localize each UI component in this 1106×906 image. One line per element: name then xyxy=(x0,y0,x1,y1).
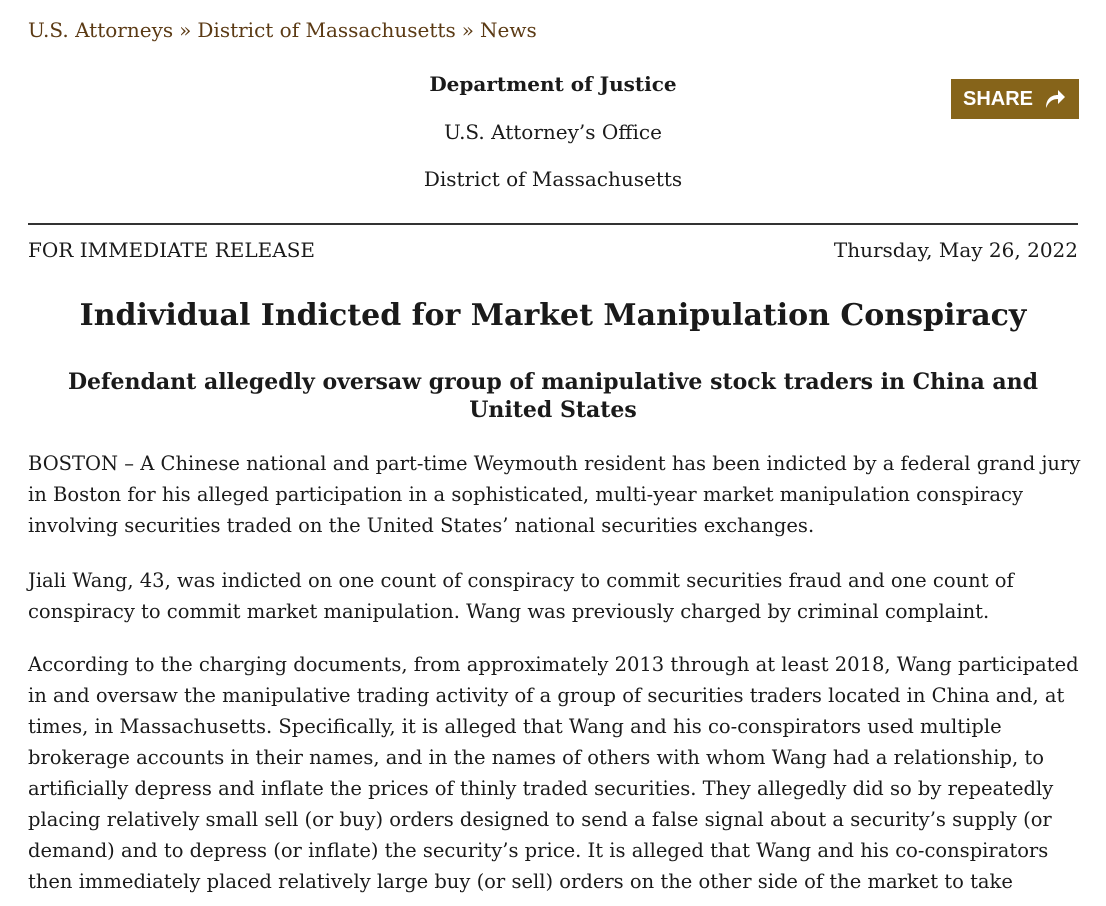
page-subtitle: Defendant allegedly oversaw group of manipulative stock traders in China and United States xyxy=(67,369,1039,423)
district-name: District of Massachusetts xyxy=(423,167,683,191)
breadcrumb-separator: » xyxy=(179,18,192,42)
body-paragraph-2 xyxy=(28,565,1080,627)
paragraph-line: involving securities traded on the United States’ national securities exchanges. xyxy=(28,514,815,537)
paragraph-line: According to the charging documents, from approximately 2013 through at least 2018, Wang participated xyxy=(28,653,1079,676)
paragraph-line: then immediately placed relatively large buy (or sell) orders on the other side of the market to take xyxy=(28,870,1013,893)
body-paragraph-1 xyxy=(28,448,1080,541)
share-button[interactable] xyxy=(951,79,1079,119)
office-name: U.S. Attorney’s Office xyxy=(444,120,662,144)
breadcrumb-separator: » xyxy=(461,18,474,42)
paragraph-line: BOSTON – A Chinese national and part-time Weymouth resident has been indicted by a federal grand jury xyxy=(28,452,1081,475)
body-paragraph-3 xyxy=(28,649,1080,897)
breadcrumb xyxy=(28,18,537,42)
share-button-label: SHARE xyxy=(962,87,1033,110)
department-name: Department of Justice xyxy=(429,72,677,96)
paragraph-line: placing relatively small sell (or buy) orders designed to send a false signal about a security’s supply (or xyxy=(28,808,1052,831)
release-date: Thursday, May 26, 2022 xyxy=(833,238,1078,262)
paragraph-line: artificially depress and inflate the prices of thinly traded securities. They allegedly did so by repeatedly xyxy=(28,777,1054,800)
share-arrow-icon xyxy=(1041,86,1067,112)
release-label: FOR IMMEDIATE RELEASE xyxy=(28,238,316,262)
paragraph-line: demand) and to depress (or inflate) the security’s price. It is alleged that Wang and his co-conspirators xyxy=(28,839,1049,862)
paragraph-line: in and oversaw the manipulative trading activity of a group of securities traders located in China and, at xyxy=(28,684,1065,707)
paragraph-line: conspiracy to commit market manipulation. Wang was previously charged by criminal complaint. xyxy=(28,600,990,623)
breadcrumb-link-us-attorneys[interactable]: U.S. Attorneys xyxy=(28,18,174,42)
paragraph-line: Jiali Wang, 43, was indicted on one count of conspiracy to commit securities fraud and one count of xyxy=(28,569,1014,592)
breadcrumb-link-news[interactable]: News xyxy=(479,18,537,42)
paragraph-line: times, in Massachusetts. Specifically, it is alleged that Wang and his co-conspirators used multiple xyxy=(28,715,1002,738)
release-row xyxy=(28,238,1078,262)
paragraph-line: in Boston for his alleged participation in a sophisticated, multi-year market manipulation conspiracy xyxy=(28,483,1023,506)
breadcrumb-link-district[interactable]: District of Massachusetts xyxy=(197,18,456,42)
header-divider xyxy=(28,223,1078,225)
page-title: Individual Indicted for Market Manipulation Conspiracy xyxy=(79,298,1027,333)
paragraph-line: brokerage accounts in their names, and in the names of others with whom Wang had a relationship, to xyxy=(28,746,1044,769)
